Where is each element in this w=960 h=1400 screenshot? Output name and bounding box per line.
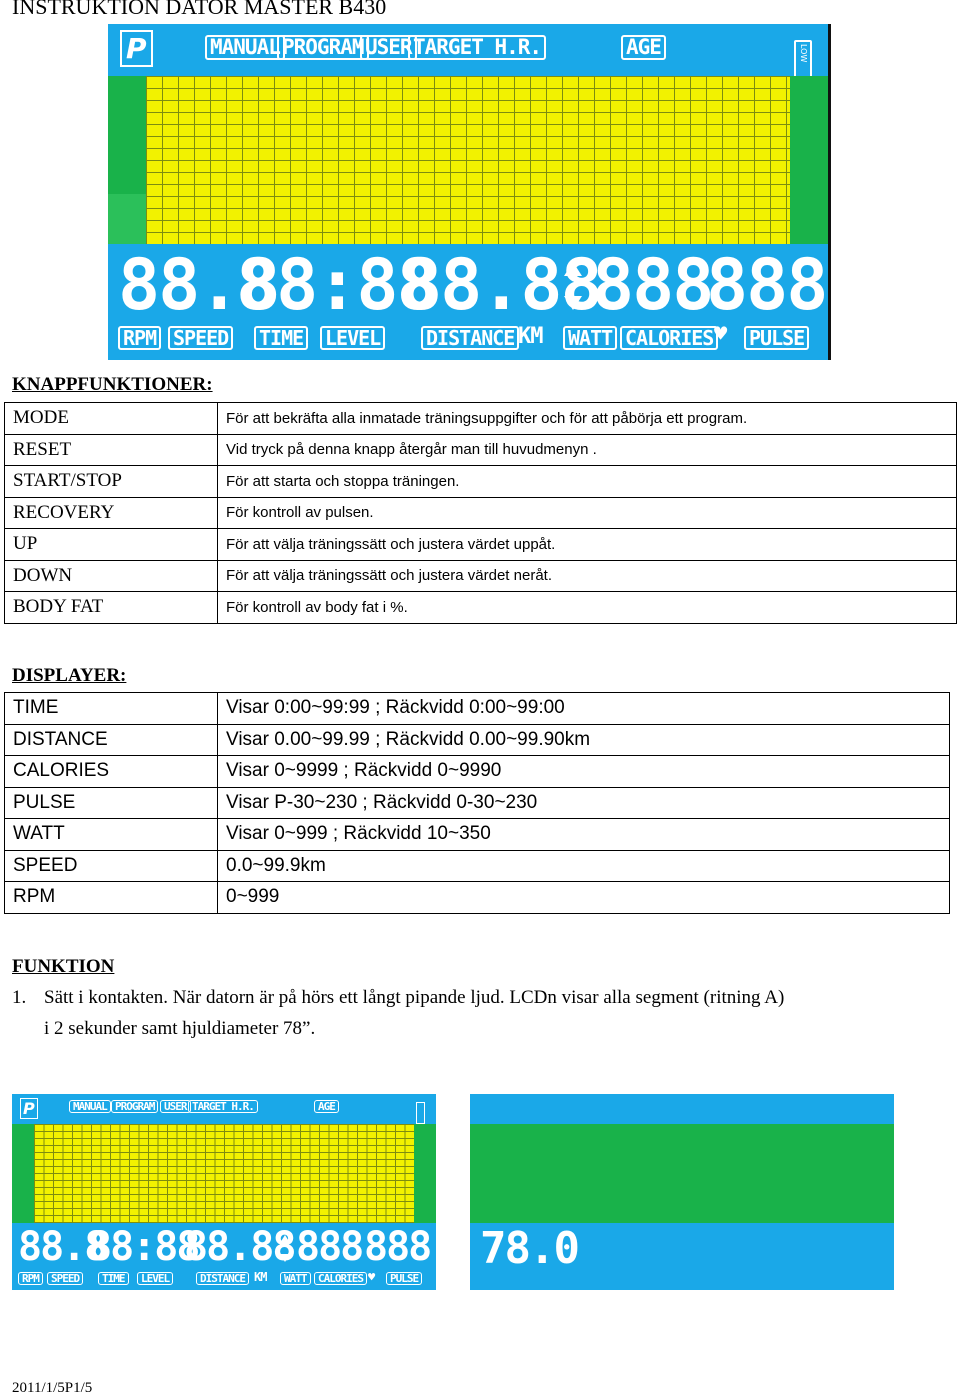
display-row (5, 850, 950, 882)
display-row (5, 882, 950, 914)
key-function-description: För att välja träningssätt och justera värdet uppåt. (218, 529, 957, 561)
lcd-digits-distance: 88.88 (184, 1224, 295, 1270)
down-arrow-icon (564, 296, 582, 310)
lcd-digits-time: 88:88 (236, 244, 437, 326)
lcd-label-pulse: PULSE (744, 326, 809, 350)
lcd-label-km: KM (518, 324, 543, 349)
lcd-digits-pulse: 888 (706, 244, 827, 326)
lcd-label-level: LEVEL (320, 326, 385, 350)
lcd-label-calories: CALORIES (620, 326, 718, 350)
displays-heading: DISPLAYER: (12, 665, 127, 686)
lcd-panel-edge (828, 24, 831, 360)
key-function-row (5, 434, 957, 466)
lcd-digits-distance: 88.88 (400, 244, 601, 326)
heart-icon: ♥ (368, 1270, 375, 1284)
lcd-digits-watt-calories: 888 (296, 1224, 363, 1270)
key-function-key: START/STOP (5, 466, 218, 498)
wheel-diameter-value: 78.0 (480, 1223, 578, 1274)
key-function-row (5, 466, 957, 498)
display-description: Visar 0~9999 ; Räckvidd 0~9990 (218, 756, 950, 788)
function-line-1: Sätt i kontakten. När datorn är på hörs ett långt pipande ljud. LCDn visar alla segment (ritning A) (44, 987, 785, 1008)
lcd-wheel-diameter (470, 1094, 894, 1290)
display-row (5, 756, 950, 788)
function-line-2: i 2 sekunder samt hjuldiameter 78”. (44, 1018, 316, 1039)
function-heading: FUNKTION (12, 956, 115, 977)
display-description: 0~999 (218, 882, 950, 914)
lcd-diagram-small (12, 1094, 436, 1290)
display-key: WATT (5, 819, 218, 851)
key-function-description: För kontroll av pulsen. (218, 497, 957, 529)
lcd-label-age: AGE (314, 1100, 339, 1113)
lcd-graph-frame (470, 1124, 894, 1223)
lcd-diagram-large (108, 24, 828, 360)
key-function-description: För kontroll av body fat i %. (218, 592, 957, 624)
display-description: 0.0~99.9km (218, 850, 950, 882)
lcd-label-user: USER (360, 35, 417, 60)
key-function-description: För att bekräfta alla inmatade träningsuppgifter och för att påbörja ett program. (218, 403, 957, 435)
display-description: Visar P-30~230 ; Räckvidd 0-30~230 (218, 787, 950, 819)
key-function-key: BODY FAT (5, 592, 218, 624)
key-function-row (5, 592, 957, 624)
display-key: DISTANCE (5, 724, 218, 756)
lcd-program-grid (34, 1124, 414, 1223)
lcd-label-program: PROGRAM (277, 35, 369, 60)
display-description: Visar 0~999 ; Räckvidd 10~350 (218, 819, 950, 851)
lcd-program-grid (146, 76, 790, 244)
lcd-digits-rpm-speed: 88.8 (118, 244, 279, 326)
keys-table (4, 402, 957, 624)
brand-logo-icon: P (120, 30, 153, 67)
lcd-label-watt: WATT (280, 1272, 311, 1285)
lcd-digits-watt-calories: 888 (592, 244, 713, 326)
lcd-label-pulse: PULSE (386, 1272, 422, 1285)
down-arrow-icon (280, 1254, 290, 1262)
page-footer: 2011/1/5P1/5 (12, 1380, 93, 1396)
display-key: SPEED (5, 850, 218, 882)
display-row (5, 819, 950, 851)
key-function-row (5, 403, 957, 435)
lcd-label-distance: DISTANCE (421, 326, 519, 350)
display-key: CALORIES (5, 756, 218, 788)
heart-icon: ♥ (714, 322, 727, 347)
up-arrow-icon (280, 1235, 290, 1243)
function-item-number: 1. (12, 987, 27, 1008)
lcd-label-target-hr: TARGET H.R. (188, 1100, 258, 1113)
lcd-graph-side-left (108, 194, 146, 244)
lcd-label-watt: WATT (563, 326, 617, 350)
lcd-label-time: TIME (254, 326, 308, 350)
lcd-label-rpm: RPM (118, 326, 161, 350)
key-function-key: MODE (5, 403, 218, 435)
lcd-digits-pulse: 888 (364, 1224, 431, 1270)
display-row (5, 724, 950, 756)
lcd-digits-time: 88:88 (88, 1224, 199, 1270)
battery-icon (416, 1102, 425, 1124)
displays-table (4, 692, 950, 914)
brand-logo-icon: P (20, 1098, 38, 1119)
display-row (5, 693, 950, 725)
document-title: INSTRUKTION DATOR MASTER B430 (12, 0, 387, 19)
lcd-label-time: TIME (98, 1272, 129, 1285)
display-description: Visar 0:00~99:99 ; Räckvidd 0:00~99:00 (218, 693, 950, 725)
lcd-label-speed: SPEED (47, 1272, 83, 1285)
lcd-label-target-hr: TARGET H.R. (408, 35, 546, 60)
keys-heading: KNAPPFUNKTIONER: (12, 374, 213, 395)
display-key: PULSE (5, 787, 218, 819)
battery-low-label: LOW (799, 44, 808, 63)
display-row (5, 787, 950, 819)
key-function-description: För att välja träningssätt och justera värdet neråt. (218, 560, 957, 592)
display-description: Visar 0.00~99.99 ; Räckvidd 0.00~99.90km (218, 724, 950, 756)
lcd-label-km: KM (254, 1270, 267, 1284)
key-function-key: UP (5, 529, 218, 561)
key-function-row (5, 497, 957, 529)
key-function-row (5, 529, 957, 561)
lcd-label-distance: DISTANCE (196, 1272, 249, 1285)
key-function-key: DOWN (5, 560, 218, 592)
lcd-label-level: LEVEL (137, 1272, 173, 1285)
lcd-label-calories: CALORIES (314, 1272, 367, 1285)
display-key: TIME (5, 693, 218, 725)
lcd-label-speed: SPEED (168, 326, 233, 350)
key-function-key: RESET (5, 434, 218, 466)
lcd-label-manual: MANUAL (205, 35, 285, 60)
key-function-row (5, 560, 957, 592)
key-function-key: RECOVERY (5, 497, 218, 529)
lcd-label-user: USER (160, 1100, 191, 1113)
key-function-description: Vid tryck på denna knapp återgår man till huvudmenyn . (218, 434, 957, 466)
lcd-label-rpm: RPM (18, 1272, 43, 1285)
up-arrow-icon (564, 262, 582, 276)
lcd-label-program: PROGRAM (111, 1100, 158, 1113)
lcd-label-manual: MANUAL (69, 1100, 111, 1113)
key-function-description: För att starta och stoppa träningen. (218, 466, 957, 498)
display-key: RPM (5, 882, 218, 914)
lcd-digits-rpm-speed: 88.8 (18, 1224, 107, 1270)
lcd-label-age: AGE (621, 35, 666, 60)
